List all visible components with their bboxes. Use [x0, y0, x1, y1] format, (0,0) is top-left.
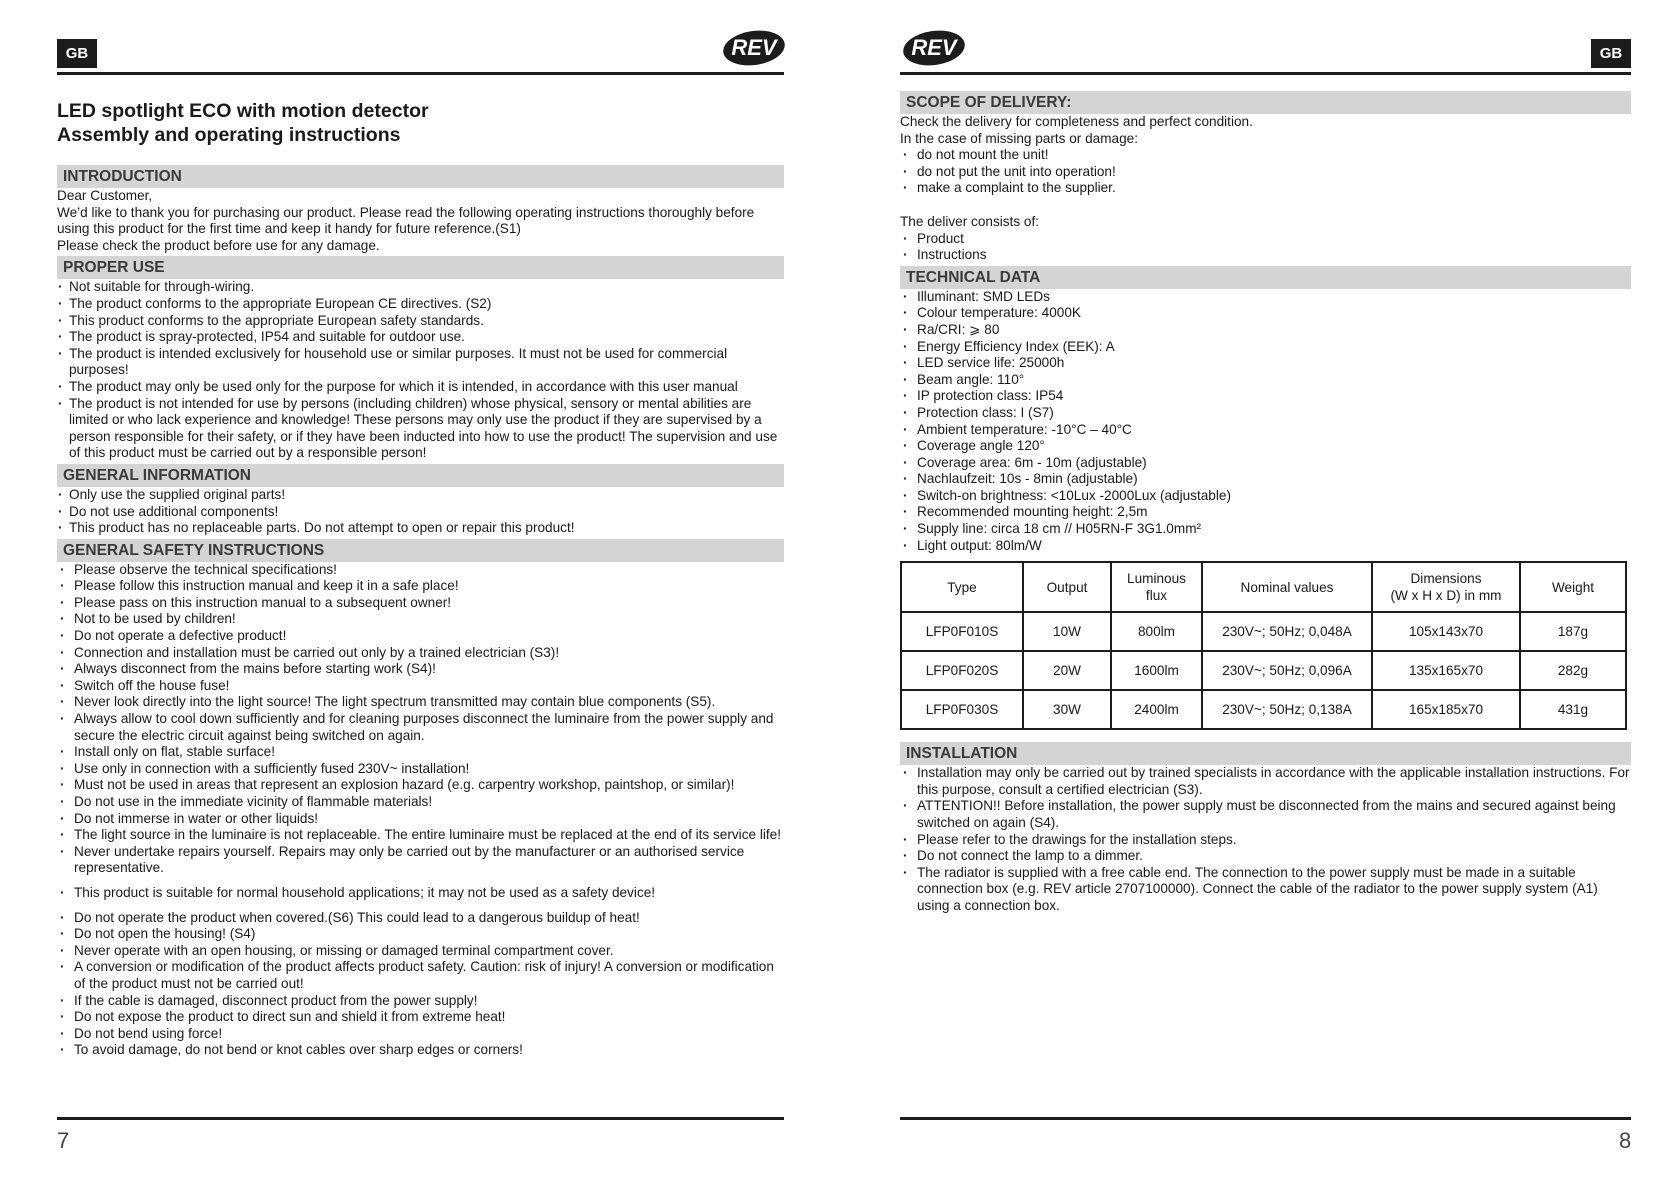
page-number: 7: [57, 1128, 70, 1153]
introduction-heading: INTRODUCTION: [57, 165, 784, 188]
list-item: · This product conforms to the appropriate European safety standards.: [57, 313, 784, 330]
list-item: · Ambient temperature: -10°C – 40°C: [900, 422, 1631, 439]
list-item: · A conversion or modification of the product affects product safety. Caution: risk of injury! A conversion or modification of the product must not be carried out!: [57, 959, 784, 992]
language-badge: GB: [1591, 39, 1631, 68]
list-item: · Do not use additional components!: [57, 504, 784, 521]
list-item: · Only use the supplied original parts!: [57, 487, 784, 504]
table-header-row: [901, 562, 1626, 612]
column-header: Nominal values: [1202, 562, 1372, 612]
page-right: [839, 0, 1678, 1191]
list-item: · To avoid damage, do not bend or knot cables over sharp edges or corners!: [57, 1042, 784, 1059]
table-cell: 165x185x70: [1372, 690, 1520, 729]
list-item: · Coverage area: 6m - 10m (adjustable): [900, 455, 1631, 472]
column-header: Luminous flux: [1111, 562, 1202, 612]
table-cell: LFP0F010S: [901, 612, 1023, 651]
list-item: · do not put the unit into operation!: [900, 164, 1631, 181]
table-cell: 187g: [1520, 612, 1626, 651]
table-cell: 30W: [1023, 690, 1111, 729]
list-item: · Use only in connection with a sufficiently fused 230V~ installation!: [57, 761, 784, 778]
header-rule: [900, 72, 1631, 75]
list-item: · Beam angle: 110°: [900, 372, 1631, 389]
list-item: · Please follow this instruction manual and keep it in a safe place!: [57, 578, 784, 595]
safety-list: [57, 562, 784, 1059]
list-item: · Please observe the technical specifications!: [57, 562, 784, 579]
svg-text:REV: REV: [911, 35, 957, 60]
list-item: · Must not be used in areas that represent an explosion hazard (e.g. carpentry workshop, paintshop, or similar)!: [57, 777, 784, 794]
list-item: · This product has no replaceable parts. Do not attempt to open or repair this product!: [57, 520, 784, 537]
general-information-heading: GENERAL INFORMATION: [57, 464, 784, 487]
table-cell: 20W: [1023, 651, 1111, 690]
technical-data-heading: TECHNICAL DATA: [900, 266, 1631, 289]
table-cell: 230V~; 50Hz; 0,048A: [1202, 612, 1372, 651]
table-cell: LFP0F030S: [901, 690, 1023, 729]
list-item: · Nachlaufzeit: 10s - 8min (adjustable): [900, 471, 1631, 488]
consists-label: The deliver consists of:: [900, 213, 1040, 229]
list-item: · Never operate with an open housing, or missing or damaged terminal compartment cover.: [57, 943, 784, 960]
table-cell: 282g: [1520, 651, 1626, 690]
list-item: · Recommended mounting height: 2,5m: [900, 504, 1631, 521]
list-item: · Always disconnect from the mains before starting work (S4)!: [57, 661, 784, 678]
list-item: · Coverage angle 120°: [900, 438, 1631, 455]
list-item: · Product: [900, 231, 1631, 248]
proper-use-list: [57, 279, 784, 462]
installation-list: [900, 765, 1631, 914]
table-row: [901, 612, 1626, 651]
language-badge: GB: [57, 39, 97, 68]
intro-thanks: We’d like to thank you for purchasing our product. Please read the following operating instructions thoroughly before using this product for the first time and keep it handy for future reference.(S1): [57, 204, 755, 237]
list-item: · Please refer to the drawings for the installation steps.: [900, 832, 1631, 849]
technical-data-list: [900, 289, 1631, 555]
list-item: · The product is spray-protected, IP54 and suitable for outdoor use.: [57, 329, 784, 346]
list-item: · This product is suitable for normal household applications; it may not be used as a safety device!: [57, 885, 784, 902]
list-item: · Supply line: circa 18 cm // H05RN-F 3G1.0mm²: [900, 521, 1631, 538]
list-item: · The product is intended exclusively for household use or similar purposes. It must not be used for commercial purposes!: [57, 346, 784, 379]
table-cell: 10W: [1023, 612, 1111, 651]
list-item: · Not suitable for through-wiring.: [57, 279, 784, 296]
list-item: · The product is not intended for use by persons (including children) whose physical, sensory or mental abilities are limited or who lack experience and knowledge! These persons may only use the product if they are supervised by a person responsible for their safety, or if they have been inducted into how to use the product! The supervision and use of this product must be carried out by a responsible person!: [57, 396, 784, 462]
rev-logo: [900, 26, 968, 68]
column-header: Output: [1023, 562, 1111, 612]
table-cell: 2400lm: [1111, 690, 1202, 729]
table-row: [901, 651, 1626, 690]
header-rule: [57, 72, 784, 75]
list-item: · IP protection class: IP54: [900, 388, 1631, 405]
list-item: · The radiator is supplied with a free cable end. The connection to the power supply must be made in a suitable connection box (e.g. REV article 2707100000). Connect the cable of the radiator to the power supply system (A1) using a connection box.: [900, 865, 1631, 915]
damage-list: [900, 147, 1631, 197]
list-item: · Ra/CRI: ⩾ 80: [900, 322, 1631, 339]
list-item: · Energy Efficiency Index (EEK): A: [900, 339, 1631, 356]
list-item: · Always allow to cool down sufficiently and for cleaning purposes disconnect the luminaire from the power supply and secure the electric circuit against being switched on again.: [57, 711, 784, 744]
list-item: · make a complaint to the supplier.: [900, 180, 1631, 197]
general-information-list: [57, 487, 784, 537]
list-item: · If the cable is damaged, disconnect product from the power supply!: [57, 993, 784, 1010]
table-cell: 230V~; 50Hz; 0,138A: [1202, 690, 1372, 729]
list-item: · Light output: 80lm/W: [900, 538, 1631, 555]
list-item: · Do not operate the product when covered.(S6) This could lead to a dangerous buildup of heat!: [57, 910, 784, 927]
table-cell: 105x143x70: [1372, 612, 1520, 651]
table-cell: 1600lm: [1111, 651, 1202, 690]
table-cell: 230V~; 50Hz; 0,096A: [1202, 651, 1372, 690]
spec-table: [900, 561, 1627, 730]
list-item: · Do not connect the lamp to a dimmer.: [900, 848, 1631, 865]
installation-heading: INSTALLATION: [900, 742, 1631, 765]
list-item: · Not to be used by children!: [57, 611, 784, 628]
scope-line-2: In the case of missing parts or damage:: [900, 130, 1139, 146]
table-cell: 135x165x70: [1372, 651, 1520, 690]
list-item: · The light source in the luminaire is not replaceable. The entire luminaire must be replaced at the end of its service life!: [57, 827, 784, 844]
table-cell: 800lm: [1111, 612, 1202, 651]
column-header: Dimensions (W x H x D) in mm: [1372, 562, 1520, 612]
list-item: · Illuminant: SMD LEDs: [900, 289, 1631, 306]
list-item: · Install only on flat, stable surface!: [57, 744, 784, 761]
footer-rule: [900, 1117, 1631, 1120]
list-item: · Colour temperature: 4000K: [900, 305, 1631, 322]
table-row: [901, 690, 1626, 729]
list-item: · Installation may only be carried out by trained specialists in accordance with the applicable installation instructions. For this purpose, consult a certified electrician (S3).: [900, 765, 1631, 798]
list-item: · Switch-on brightness: <10Lux -2000Lux (adjustable): [900, 488, 1631, 505]
list-item: · LED service life: 25000h: [900, 355, 1631, 372]
svg-text:REV: REV: [731, 35, 777, 60]
document-title: LED spotlight ECO with motion detector Assembly and operating instructions: [57, 100, 429, 146]
footer-rule: [57, 1117, 784, 1120]
scope-heading: SCOPE OF DELIVERY:: [900, 91, 1631, 114]
proper-use-heading: PROPER USE: [57, 256, 784, 279]
table-cell: 431g: [1520, 690, 1626, 729]
list-item: · Do not open the housing! (S4): [57, 926, 784, 943]
list-item: · Do not expose the product to direct sun and shield it from extreme heat!: [57, 1009, 784, 1026]
safety-heading: GENERAL SAFETY INSTRUCTIONS: [57, 539, 784, 562]
list-item: · Protection class: I (S7): [900, 405, 1631, 422]
column-header: Type: [901, 562, 1023, 612]
list-item: · Never look directly into the light source! The light spectrum transmitted may contain blue components (S5).: [57, 694, 784, 711]
list-item: · Do not bend using force!: [57, 1026, 784, 1043]
list-item: · ATTENTION!! Before installation, the power supply must be disconnected from the mains and secured against being switched on again (S4).: [900, 798, 1631, 831]
right-content: [900, 89, 1631, 915]
column-header: Weight: [1520, 562, 1626, 612]
list-item: · Do not use in the immediate vicinity of flammable materials!: [57, 794, 784, 811]
list-item: · Please pass on this instruction manual to a subsequent owner!: [57, 595, 784, 612]
consists-list: [900, 231, 1631, 264]
scope-line-1: Check the delivery for completeness and perfect condition.: [900, 114, 1253, 129]
list-item: · The product conforms to the appropriate European CE directives. (S2): [57, 296, 784, 313]
list-item: · Never undertake repairs yourself. Repairs may only be carried out by the manufacturer or an authorised service representative.: [57, 844, 784, 877]
rev-logo: [720, 26, 788, 68]
page-number: 8: [1619, 1128, 1632, 1153]
list-item: · Switch off the house fuse!: [57, 678, 784, 695]
list-item: · Do not immerse in water or other liquids!: [57, 811, 784, 828]
list-item: · do not mount the unit!: [900, 147, 1631, 164]
table-cell: LFP0F020S: [901, 651, 1023, 690]
list-item: · Connection and installation must be carried out only by a trained electrician (S3)!: [57, 645, 784, 662]
intro-check: Please check the product before use for any damage.: [57, 237, 380, 253]
list-item: · The product may only be used only for the purpose for which it is intended, in accordance with this user manual: [57, 379, 784, 396]
left-content: [57, 96, 784, 1059]
list-item: · Do not operate a defective product!: [57, 628, 784, 645]
list-item: · Instructions: [900, 247, 1631, 264]
intro-greeting: Dear Customer,: [57, 188, 153, 203]
